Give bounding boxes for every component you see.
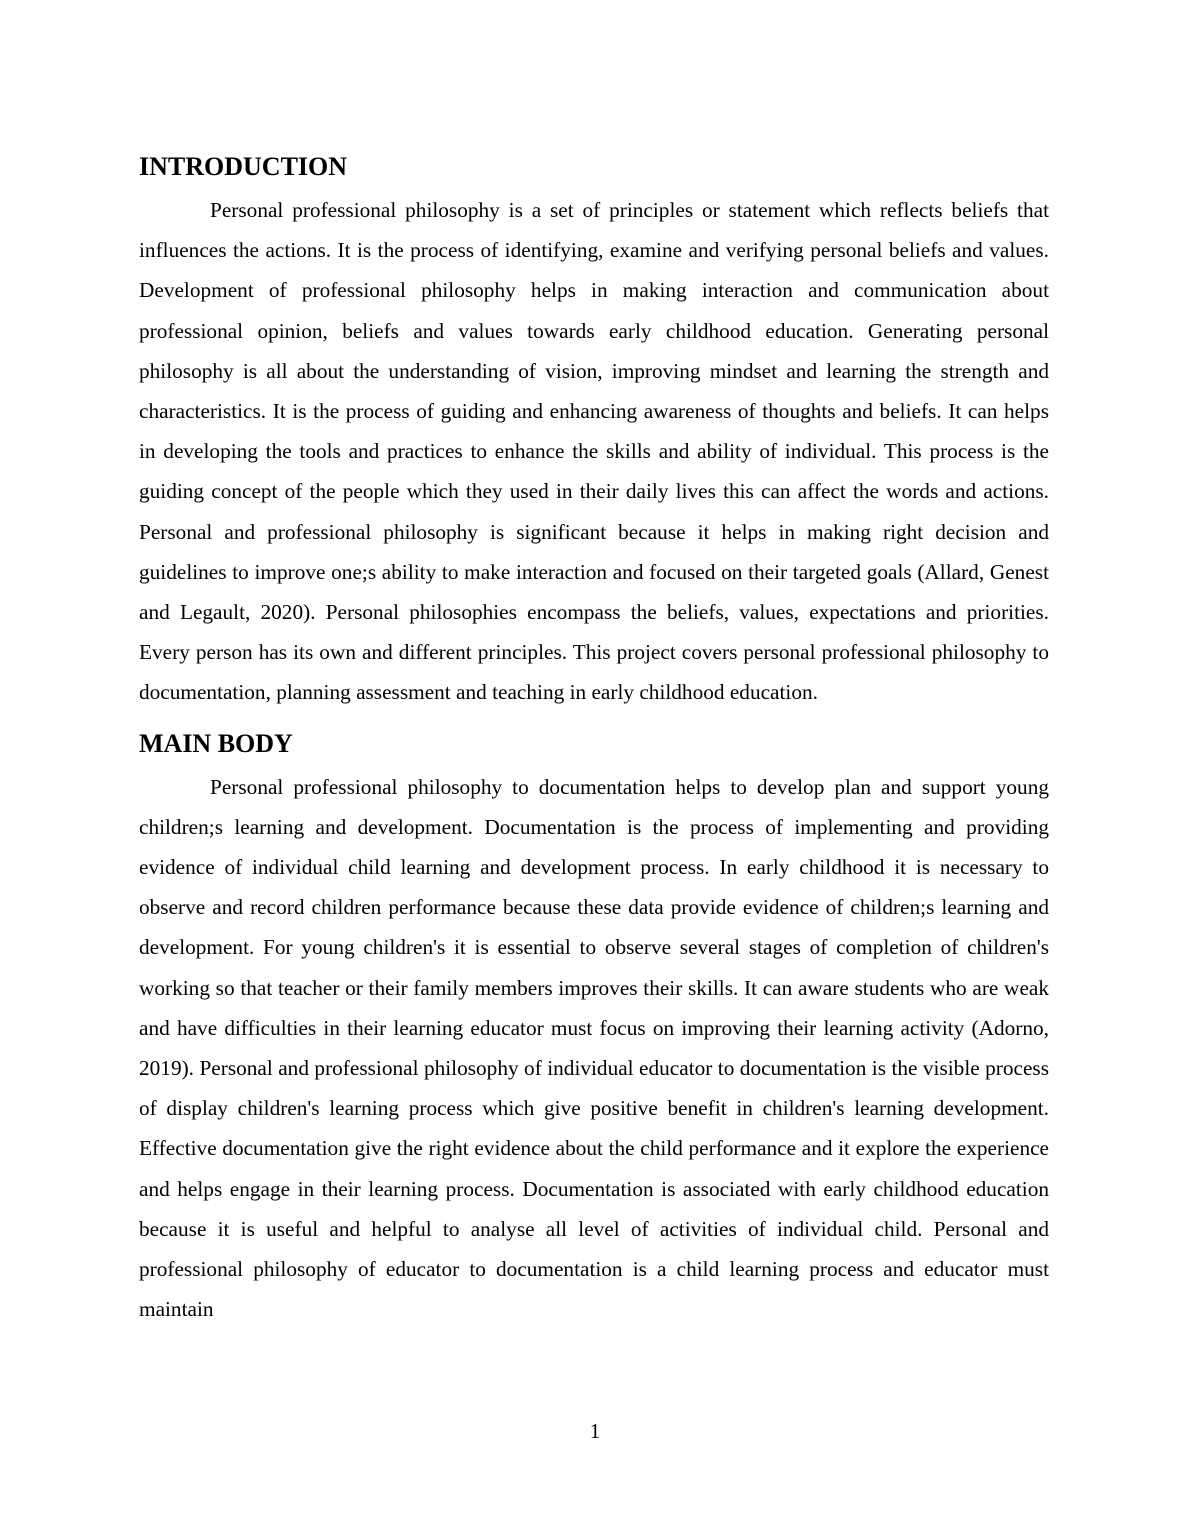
page-content <box>139 150 1049 1329</box>
introduction-paragraph: Personal professional philosophy is a set of principles or statement which reflects beliefs that influences the actions. It is the process of identifying, examine and verifying personal beliefs and values. Development of professional philosophy helps in making interaction and communication about professional opinion, beliefs and values towards early childhood education. Generating personal philosophy is all about the understanding of vision, improving mindset and learning the strength and characteristics. It is the process of guiding and enhancing awareness of thoughts and beliefs. It can helps in developing the tools and practices to enhance the skills and ability of individual. This process is the guiding concept of the people which they used in their daily lives this can affect the words and actions. Personal and professional philosophy is significant because it helps in making right decision and guidelines to improve one;s ability to make interaction and focused on their targeted goals (Allard, Genest and Legault, 2020). Personal philosophies encompass the beliefs, values, expectations and priorities. Every person has its own and different principles. This project covers personal professional philosophy to documentation, planning assessment and teaching in early childhood education. <box>139 198 1049 705</box>
main-body-paragraph: Personal professional philosophy to documentation helps to develop plan and support young children;s learning and development. Documentation is the process of implementing and providing evidence of individual child learning and development process. In early childhood it is necessary to observe and record children performance because these data provide evidence of children;s learning and development. For young children's it is essential to observe several stages of completion of children's working so that teacher or their family members improves their skills. It can aware students who are weak and have difficulties in their learning educator must focus on improving their learning activity (Adorno, 2019). Personal and professional philosophy of individual educator to documentation is the visible process of display children's learning process which give positive benefit in children's learning development. Effective documentation give the right evidence about the child performance and it explore the experience and helps engage in their learning process. Documentation is associated with early childhood education because it is useful and helpful to analyse all level of activities of individual child. Personal and professional philosophy of educator to documentation is a child learning process and educator must maintain <box>139 774 1049 1322</box>
section-heading-main-body: MAIN BODY <box>139 728 293 758</box>
page-number: 1 <box>589 1419 601 1443</box>
section-heading-introduction: INTRODUCTION <box>139 152 348 181</box>
